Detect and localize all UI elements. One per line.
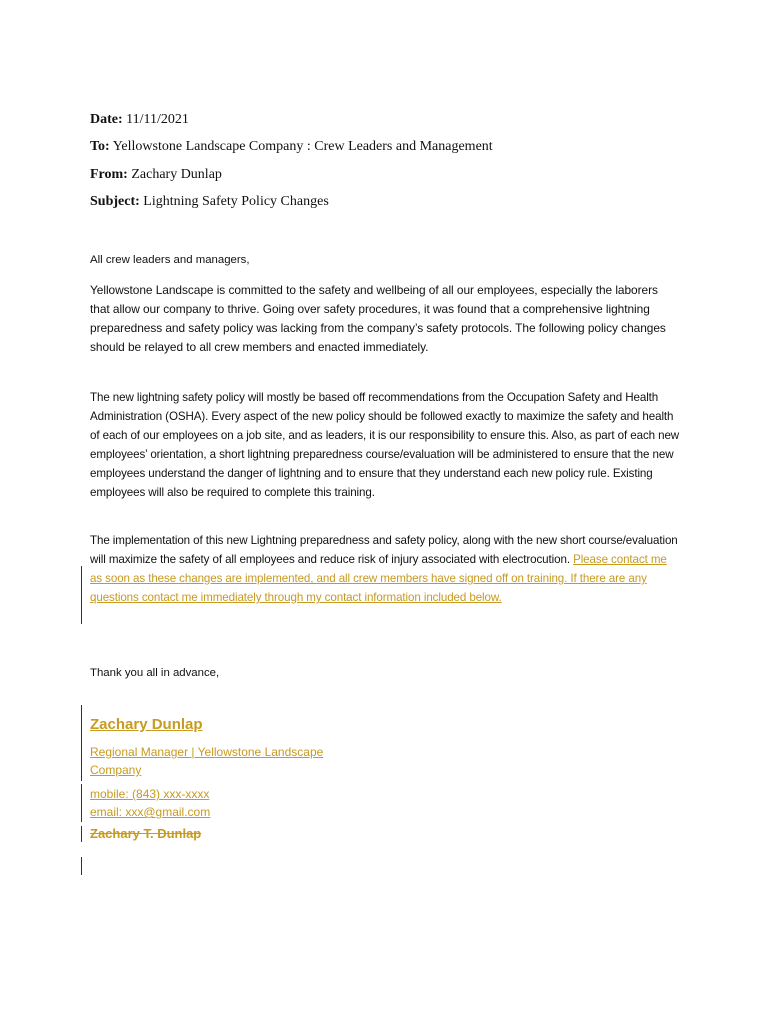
paragraph-2: The new lightning safety policy will mostly be based off recommendations from the Occupation Safety and Health Administration (OSHA). Every aspect of the new policy should be followed exactly to maximize the safety and health of each of our employees on a job site, and as leaders, it is our responsibility to ensure this. Also, as part of each new employees’ orientation, a short lightning preparedness course/evaluation will be administered to ensure that the new employees understand the danger of lightning and to ensure that they understand each new policy rule. Existing employees will also be required to complete this training. — [90, 391, 680, 500]
signature-mobile: mobile: (843) xxx-xxxx — [90, 787, 210, 801]
to-label: To: — [90, 139, 110, 154]
change-bar — [81, 826, 82, 842]
contact-request-text: Please contact me as soon as these changes are implemented, and all crew members have signed off on training. If there are any questions contact me immediately through my contact information included below. — [90, 553, 667, 604]
from-value: Zachary Dunlap — [131, 167, 222, 182]
to-value: Yellowstone Landscape Company : Crew Leaders and Management — [112, 139, 493, 154]
date-value: 11/11/2021 — [126, 112, 189, 127]
change-bar — [81, 705, 82, 781]
change-bar — [81, 784, 82, 822]
subject-value: Lightning Safety Policy Changes — [143, 194, 329, 209]
paragraph-3 — [90, 531, 680, 607]
closing: Thank you all in advance, — [90, 667, 220, 679]
signature-title-line-1: Regional Manager | Yellowstone Landscape — [90, 745, 324, 759]
change-bar — [81, 566, 82, 624]
signed-name: Zachary T. Dunlap — [90, 826, 202, 841]
date-line — [90, 111, 189, 129]
from-label: From: — [90, 167, 128, 182]
paragraph-1: Yellowstone Landscape is committed to the safety and wellbeing of all our employees, especially the laborers that allow our company to thrive. Going over safety procedures, it was found that a comprehensive lightning preparedness and safety policy was lacking from the company’s safety protocols. The following policy changes should be relayed to all crew members and enacted immediately. — [90, 283, 666, 355]
change-bar — [81, 857, 82, 875]
signature-name: Zachary Dunlap — [90, 716, 203, 733]
date-label: Date: — [90, 112, 123, 127]
subject-line — [90, 193, 329, 211]
signature-name-wrap — [90, 716, 203, 734]
from-line — [90, 166, 222, 184]
signature-email: email: xxx@gmail.com — [90, 805, 211, 819]
signed-name-wrap — [90, 825, 201, 843]
signature-title-line-2: Company — [90, 763, 142, 777]
greeting: All crew leaders and managers, — [90, 254, 250, 266]
signature-contact — [90, 785, 210, 821]
signature-title-wrap — [90, 743, 323, 779]
subject-label: Subject: — [90, 194, 140, 209]
paragraph-3-text: The implementation of this new Lightning preparedness and safety policy, along with the new short course/evaluation will maximize the safety of all employees and reduce risk of injury associated with electrocution. — [90, 534, 678, 566]
to-line — [90, 138, 493, 156]
